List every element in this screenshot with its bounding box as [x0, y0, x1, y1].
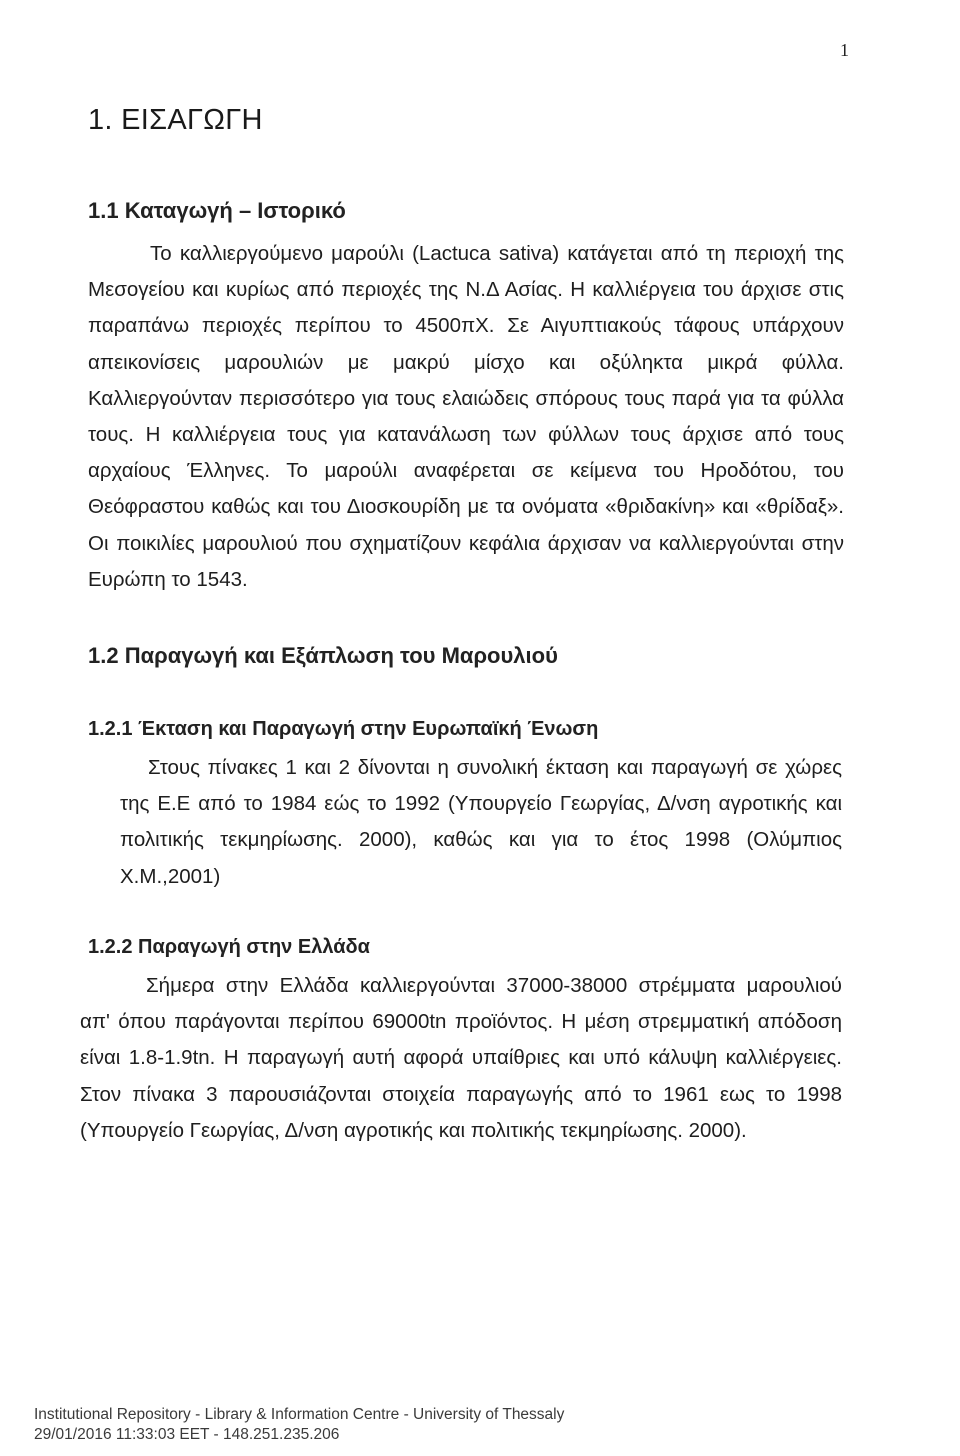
footer-repository-line: Institutional Repository - Library & Information Centre - University of Thessaly	[34, 1406, 565, 1423]
section-1-2-2-text: Σήμερα στην Ελλάδα καλλιεργούνται 37000-38000 στρέμματα μαρουλιού απ' όπου παράγονται περίπου 69000tn προϊόντος. Η μέση στρεμματική απόδοση είναι 1.8-1.9tn. Η παραγωγή αυτή αφορά υπαίθριες και υπό κάλυψη καλλιέργειες. Στον πίνακα 3 παρουσιάζονται στοιχεία παραγωγής από το 1961 εως το 1998 (Υπουργείο Γεωργίας, Δ/νση αγροτικής και πολιτικής τεκμηρίωσης. 2000).	[80, 974, 842, 1142]
footer-timestamp-line: 29/01/2016 11:33:03 EET - 148.251.235.206	[34, 1426, 340, 1443]
section-1-1-paragraph	[88, 236, 844, 598]
section-1-2-1-text: Στους πίνακες 1 και 2 δίνονται η συνολική έκταση και παραγωγή σε χώρες της Ε.Ε από το 1984 εώς το 1992 (Υπουργείο Γεωργίας, Δ/νση αγροτικής και πολιτικής τεκμηρίωσης. 2000), καθώς και για το έτος 1998 (Ολύμπιος Χ.Μ.,2001)	[120, 756, 842, 888]
section-1-2-1-paragraph	[120, 750, 842, 895]
section-1-1-text: Το καλλιεργούμενο μαρούλι (Lactuca sativa) κατάγεται από τη περιοχή της Μεσογείου και κυρίως από περιοχές της Ν.Δ Ασίας. Η καλλιέργεια του άρχισε στις παραπάνω περιοχές περίπου το 4500πΧ. Σε Αιγυπτιακούς τάφους υπάρχουν απεικονίσεις μαρουλιών με μακρύ μίσχο και οξύληκτα μικρά φύλλα. Καλλιεργούνταν περισσότερο για τους ελαιώδεις σπόρους τους παρά για τα φύλλα τους. Η καλλιέργεια τους για κατανάλωση των φύλλων τους άρχισε από τους αρχαίους Έλληνες. Το μαρούλι αναφέρεται σε κείμενα του Ηροδότου, του Θεόφραστου καθώς και του Διοσκουρίδη με τα ονόματα «θριδακίνη» και «θρίδαξ». Οι ποικιλίες μαρουλιού που σχηματίζουν κεφάλια άρχισαν να καλλιεργούνται στην Ευρώπη το 1543.	[88, 242, 844, 591]
section-1-2-2-heading: 1.2.2 Παραγωγή στην Ελλάδα	[88, 936, 370, 958]
section-1-2-2-paragraph	[80, 968, 842, 1149]
section-1-2-1-heading: 1.2.1 Έκταση και Παραγωγή στην Ευρωπαϊκή Ένωση	[88, 718, 599, 740]
section-1-1-heading: 1.1 Καταγωγή – Ιστορικό	[88, 198, 346, 223]
page-number: 1	[840, 40, 849, 60]
chapter-title: 1. ΕΙΣΑΓΩΓΗ	[88, 104, 263, 136]
section-1-2-heading: 1.2 Παραγωγή και Εξάπλωση του Μαρουλιού	[88, 643, 558, 668]
